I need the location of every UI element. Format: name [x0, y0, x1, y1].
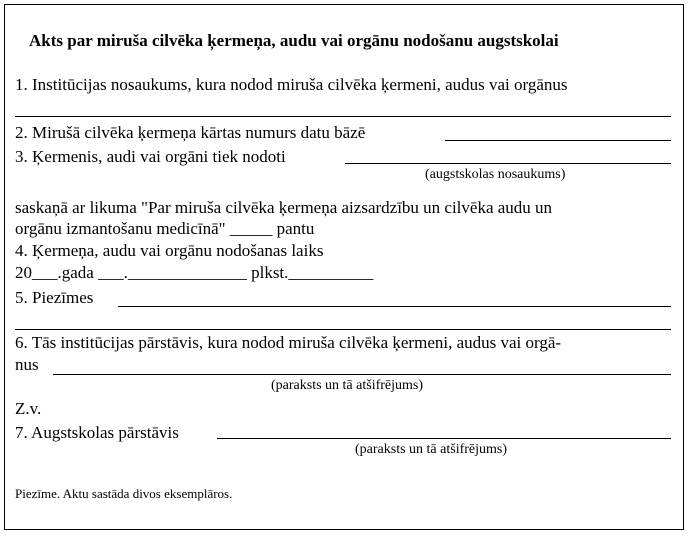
item-2-field[interactable] — [445, 140, 671, 141]
item-6-caption: (paraksts un tā atšifrējums) — [271, 378, 424, 393]
seal-label: Z.v. — [15, 399, 42, 418]
item-5-field[interactable] — [118, 306, 671, 307]
item-1-label: 1. Institūcijas nosaukums, kura nodod miruša cilvēka ķermeni, audus vai orgānus — [15, 75, 568, 94]
item-6-label: 6. Tās institūcijas pārstāvis, kura nodod miruša cilvēka ķermeni, audus vai orgā- — [15, 333, 562, 352]
act-form — [4, 4, 684, 530]
item-3-caption: (augstskolas nosaukums) — [425, 167, 566, 182]
item-7-label: 7. Augstskolas pārstāvis — [15, 423, 179, 442]
item-3-field[interactable] — [345, 163, 671, 164]
item-6-signature-field[interactable] — [53, 374, 671, 375]
form-title: Akts par miruša cilvēka ķermeņa, audu vai orgānu nodošanu augstskolai — [29, 31, 559, 50]
item-2-label: 2. Mirušā cilvēka ķermeņa kārtas numurs datu bāzē — [15, 123, 366, 142]
law-text-line-2: orgānu izmantošanu medicīnā" _____ pantu — [15, 219, 315, 238]
date-line: 20___.gada ___.______________ plkst.__________ — [15, 263, 374, 282]
item-4-label: 4. Ķermeņa, audu vai orgānu nodošanas laiks — [15, 241, 324, 260]
item-7-signature-field[interactable] — [217, 438, 671, 439]
item-5-label: 5. Piezīmes — [15, 288, 94, 307]
item-6-label-cont: nus — [15, 355, 39, 374]
law-text-line-1: saskaņā ar likuma "Par miruša cilvēka ķermeņa aizsardzību un cilvēka audu un — [15, 198, 553, 217]
item-3-label: 3. Ķermenis, audi vai orgāni tiek nodoti — [15, 147, 286, 166]
item-7-caption: (paraksts un tā atšifrējums) — [355, 442, 508, 457]
footnote: Piezīme. Aktu sastāda divos eksemplāros. — [15, 486, 233, 501]
item-1-field[interactable] — [15, 116, 671, 117]
item-5-field-2[interactable] — [15, 329, 671, 330]
